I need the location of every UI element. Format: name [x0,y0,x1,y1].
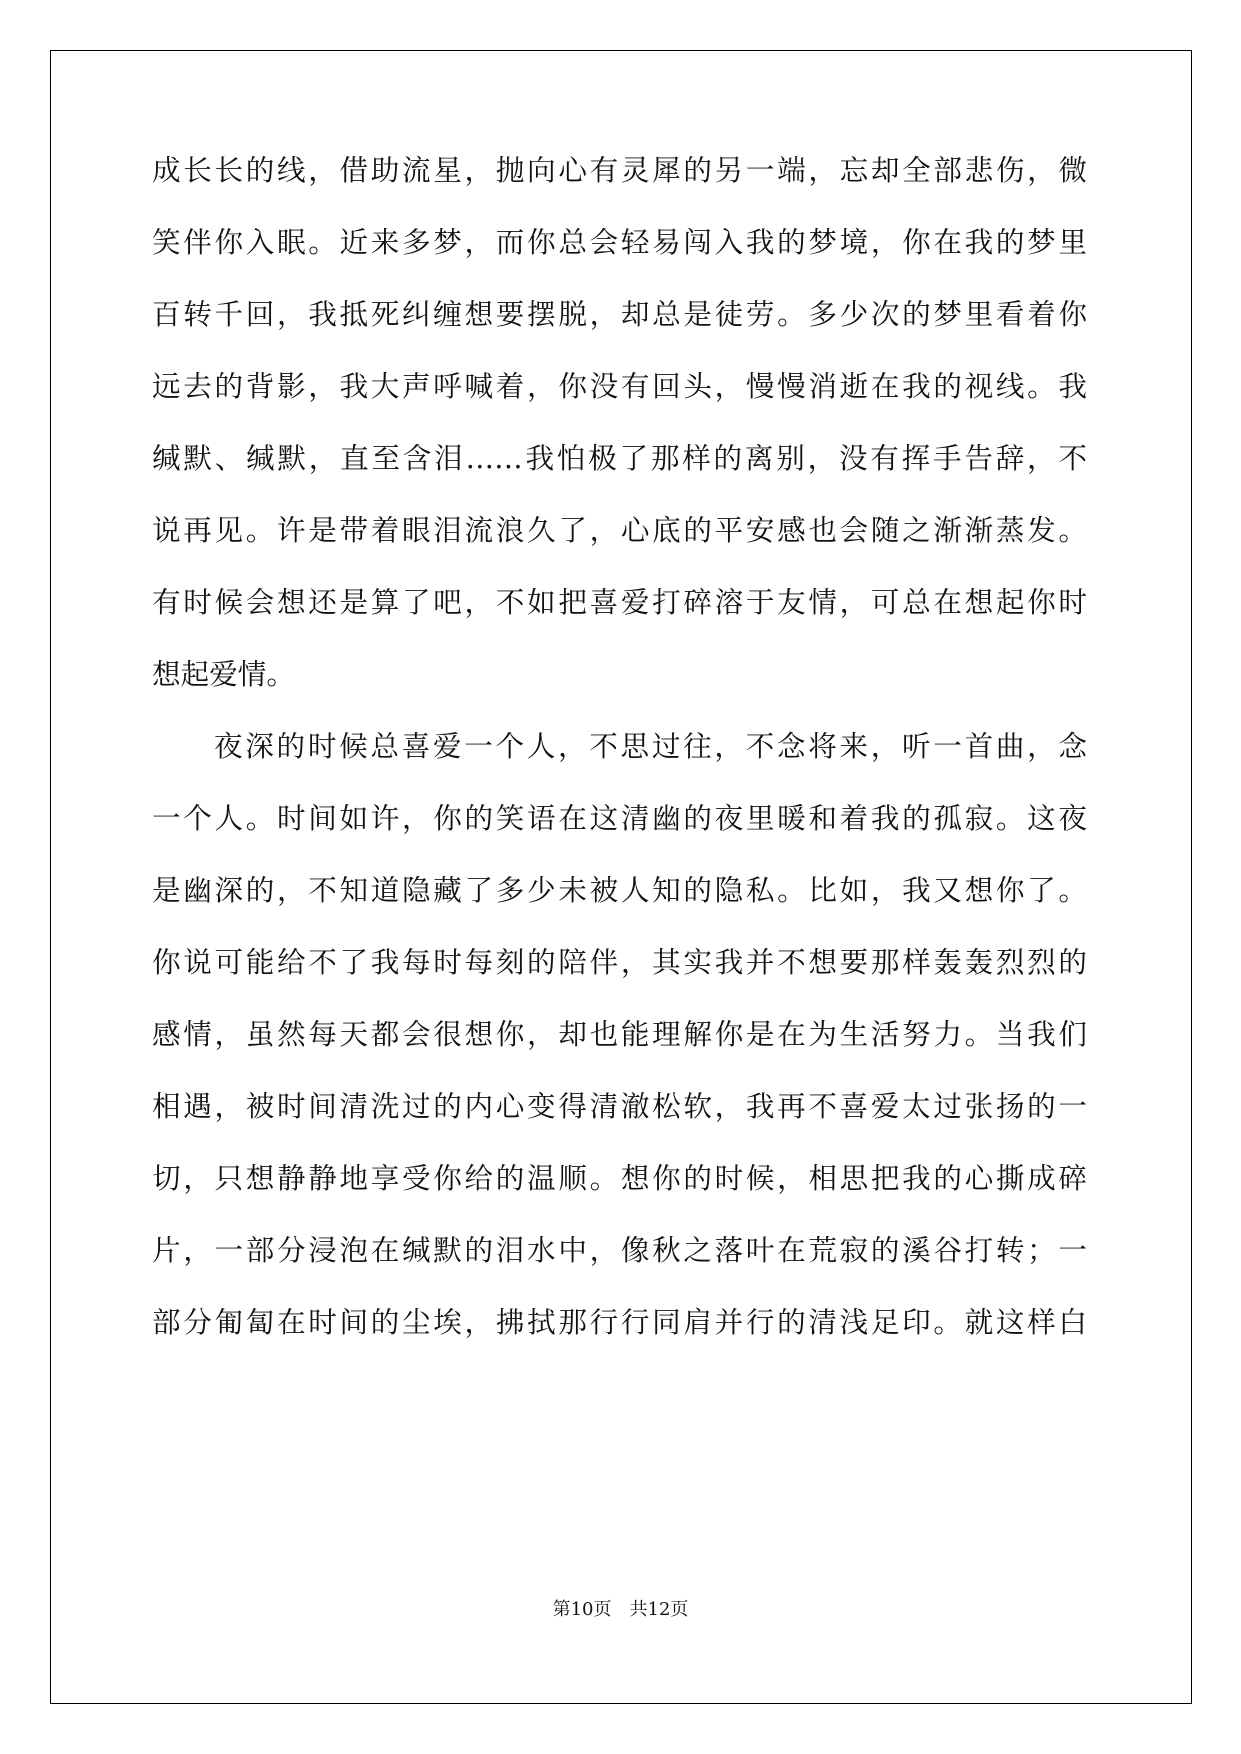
text-line: 成长长的线，借助流星，抛向心有灵犀的另一端，忘却全部悲伤，微 [152,153,1087,187]
text-line: 说再见。许是带着眼泪流浪久了，心底的平安感也会随之渐渐蒸发。 [152,513,1087,547]
text-line: 有时候会想还是算了吧，不如把喜爱打碎溶于友情，可总在想起你时 [152,585,1087,619]
text-line: 一个人。时间如许，你的笑语在这清幽的夜里暖和着我的孤寂。这夜 [152,801,1087,835]
text-line: 相遇，被时间清洗过的内心变得清澈松软，我再不喜爱太过张扬的一 [152,1089,1087,1123]
text-line: 远去的背影，我大声呼喊着，你没有回头，慢慢消逝在我的视线。我 [152,369,1087,403]
text-line: 部分匍匐在时间的尘埃，拂拭那行行同肩并行的清浅足印。就这样白 [152,1305,1087,1339]
text-line: 切，只想静静地享受你给的温顺。想你的时候，相思把我的心撕成碎 [152,1161,1087,1195]
text-line: 想起爱情。 [152,657,295,691]
text-line: 缄默、缄默，直至含泪……我怕极了那样的离别，没有挥手告辞，不 [152,441,1087,475]
text-line: 夜深的时候总喜爱一个人，不思过往，不念将来，听一首曲，念 [214,729,1087,763]
text-line: 是幽深的，不知道隐藏了多少未被人知的隐私。比如，我又想你了。 [152,873,1087,907]
text-line: 百转千回，我抵死纠缠想要摆脱，却总是徒劳。多少次的梦里看着你 [152,297,1087,331]
text-line: 感情，虽然每天都会很想你，却也能理解你是在为生活努力。当我们 [152,1017,1087,1051]
text-line: 片，一部分浸泡在缄默的泪水中，像秋之落叶在荒寂的溪谷打转；一 [152,1233,1087,1267]
page-number-footer: 第10页 共12页 [552,1599,689,1620]
text-line: 笑伴你入眠。近来多梦，而你总会轻易闯入我的梦境，你在我的梦里 [152,225,1087,259]
text-line: 你说可能给不了我每时每刻的陪伴，其实我并不想要那样轰轰烈烈的 [152,945,1087,979]
